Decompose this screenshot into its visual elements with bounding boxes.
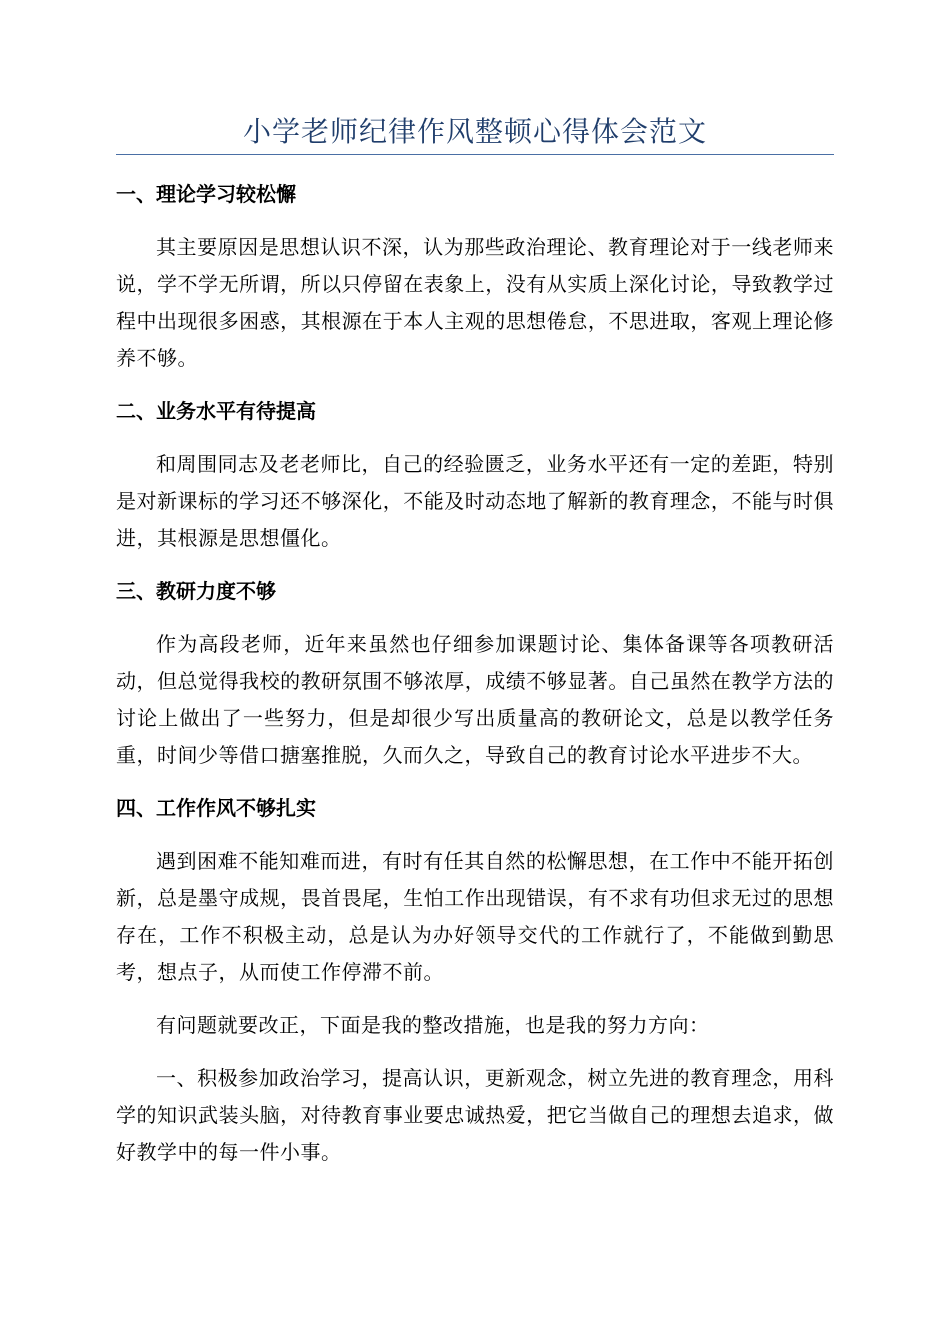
section-heading-4: 四、工作作风不够扎实 [116,796,316,820]
section-paragraph-1: 其主要原因是思想认识不深，认为那些政治理论、教育理论对于一线老师来说，学不学无所谓，所以只停留在表象上，没有从实质上深化讨论，导致教学过程中出现很多困惑，其根源在于本人主观的思想倦怠，不思进取，客观上理论修养不够。 [116,235,834,370]
measure-paragraph-1: 一、积极参加政治学习，提高认识，更新观念，树立先进的教育理念，用科学的知识武装头脑，对待教育事业要忠诚热爱，把它当做自己的理想去追求，做好教学中的每一件小事。 [116,1066,834,1164]
document-body [116,176,834,1187]
section-paragraph-2: 和周围同志及老老师比，自己的经验匮乏，业务水平还有一定的差距，特别是对新课标的学习还不够深化，不能及时动态地了解新的教育理念，不能与时俱进，其根源是思想僵化。 [116,452,834,550]
document-title: 小学老师纪律作风整顿心得体会范文 [242,115,707,148]
section-heading-2: 二、业务水平有待提高 [116,399,316,423]
closing-intro-paragraph: 有问题就要改正，下面是我的整改措施，也是我的努力方向： [156,1013,710,1037]
section-paragraph-3: 作为高段老师，近年来虽然也仔细参加课题讨论、集体备课等各项教研活动，但总觉得我校的教研氛围不够浓厚，成绩不够显著。自己虽然在教学方法的讨论上做出了一些努力，但是却很少写出质量高的教研论文，总是以教学任务重，时间少等借口搪塞推脱，久而久之，导致自己的教育讨论水平进步不大。 [116,632,834,767]
section-paragraph-4: 遇到困难不能知难而进，有时有任其自然的松懈思想，在工作中不能开拓创新，总是墨守成规，畏首畏尾，生怕工作出现错误，有不求有功但求无过的思想存在，工作不积极主动，总是认为办好领导交代的工作就行了，不能做到勤思考，想点子，从而使工作停滞不前。 [116,849,834,984]
section-heading-1: 一、理论学习较松懈 [116,182,296,206]
title-underline [116,154,834,155]
section-heading-3: 三、教研力度不够 [116,579,276,603]
